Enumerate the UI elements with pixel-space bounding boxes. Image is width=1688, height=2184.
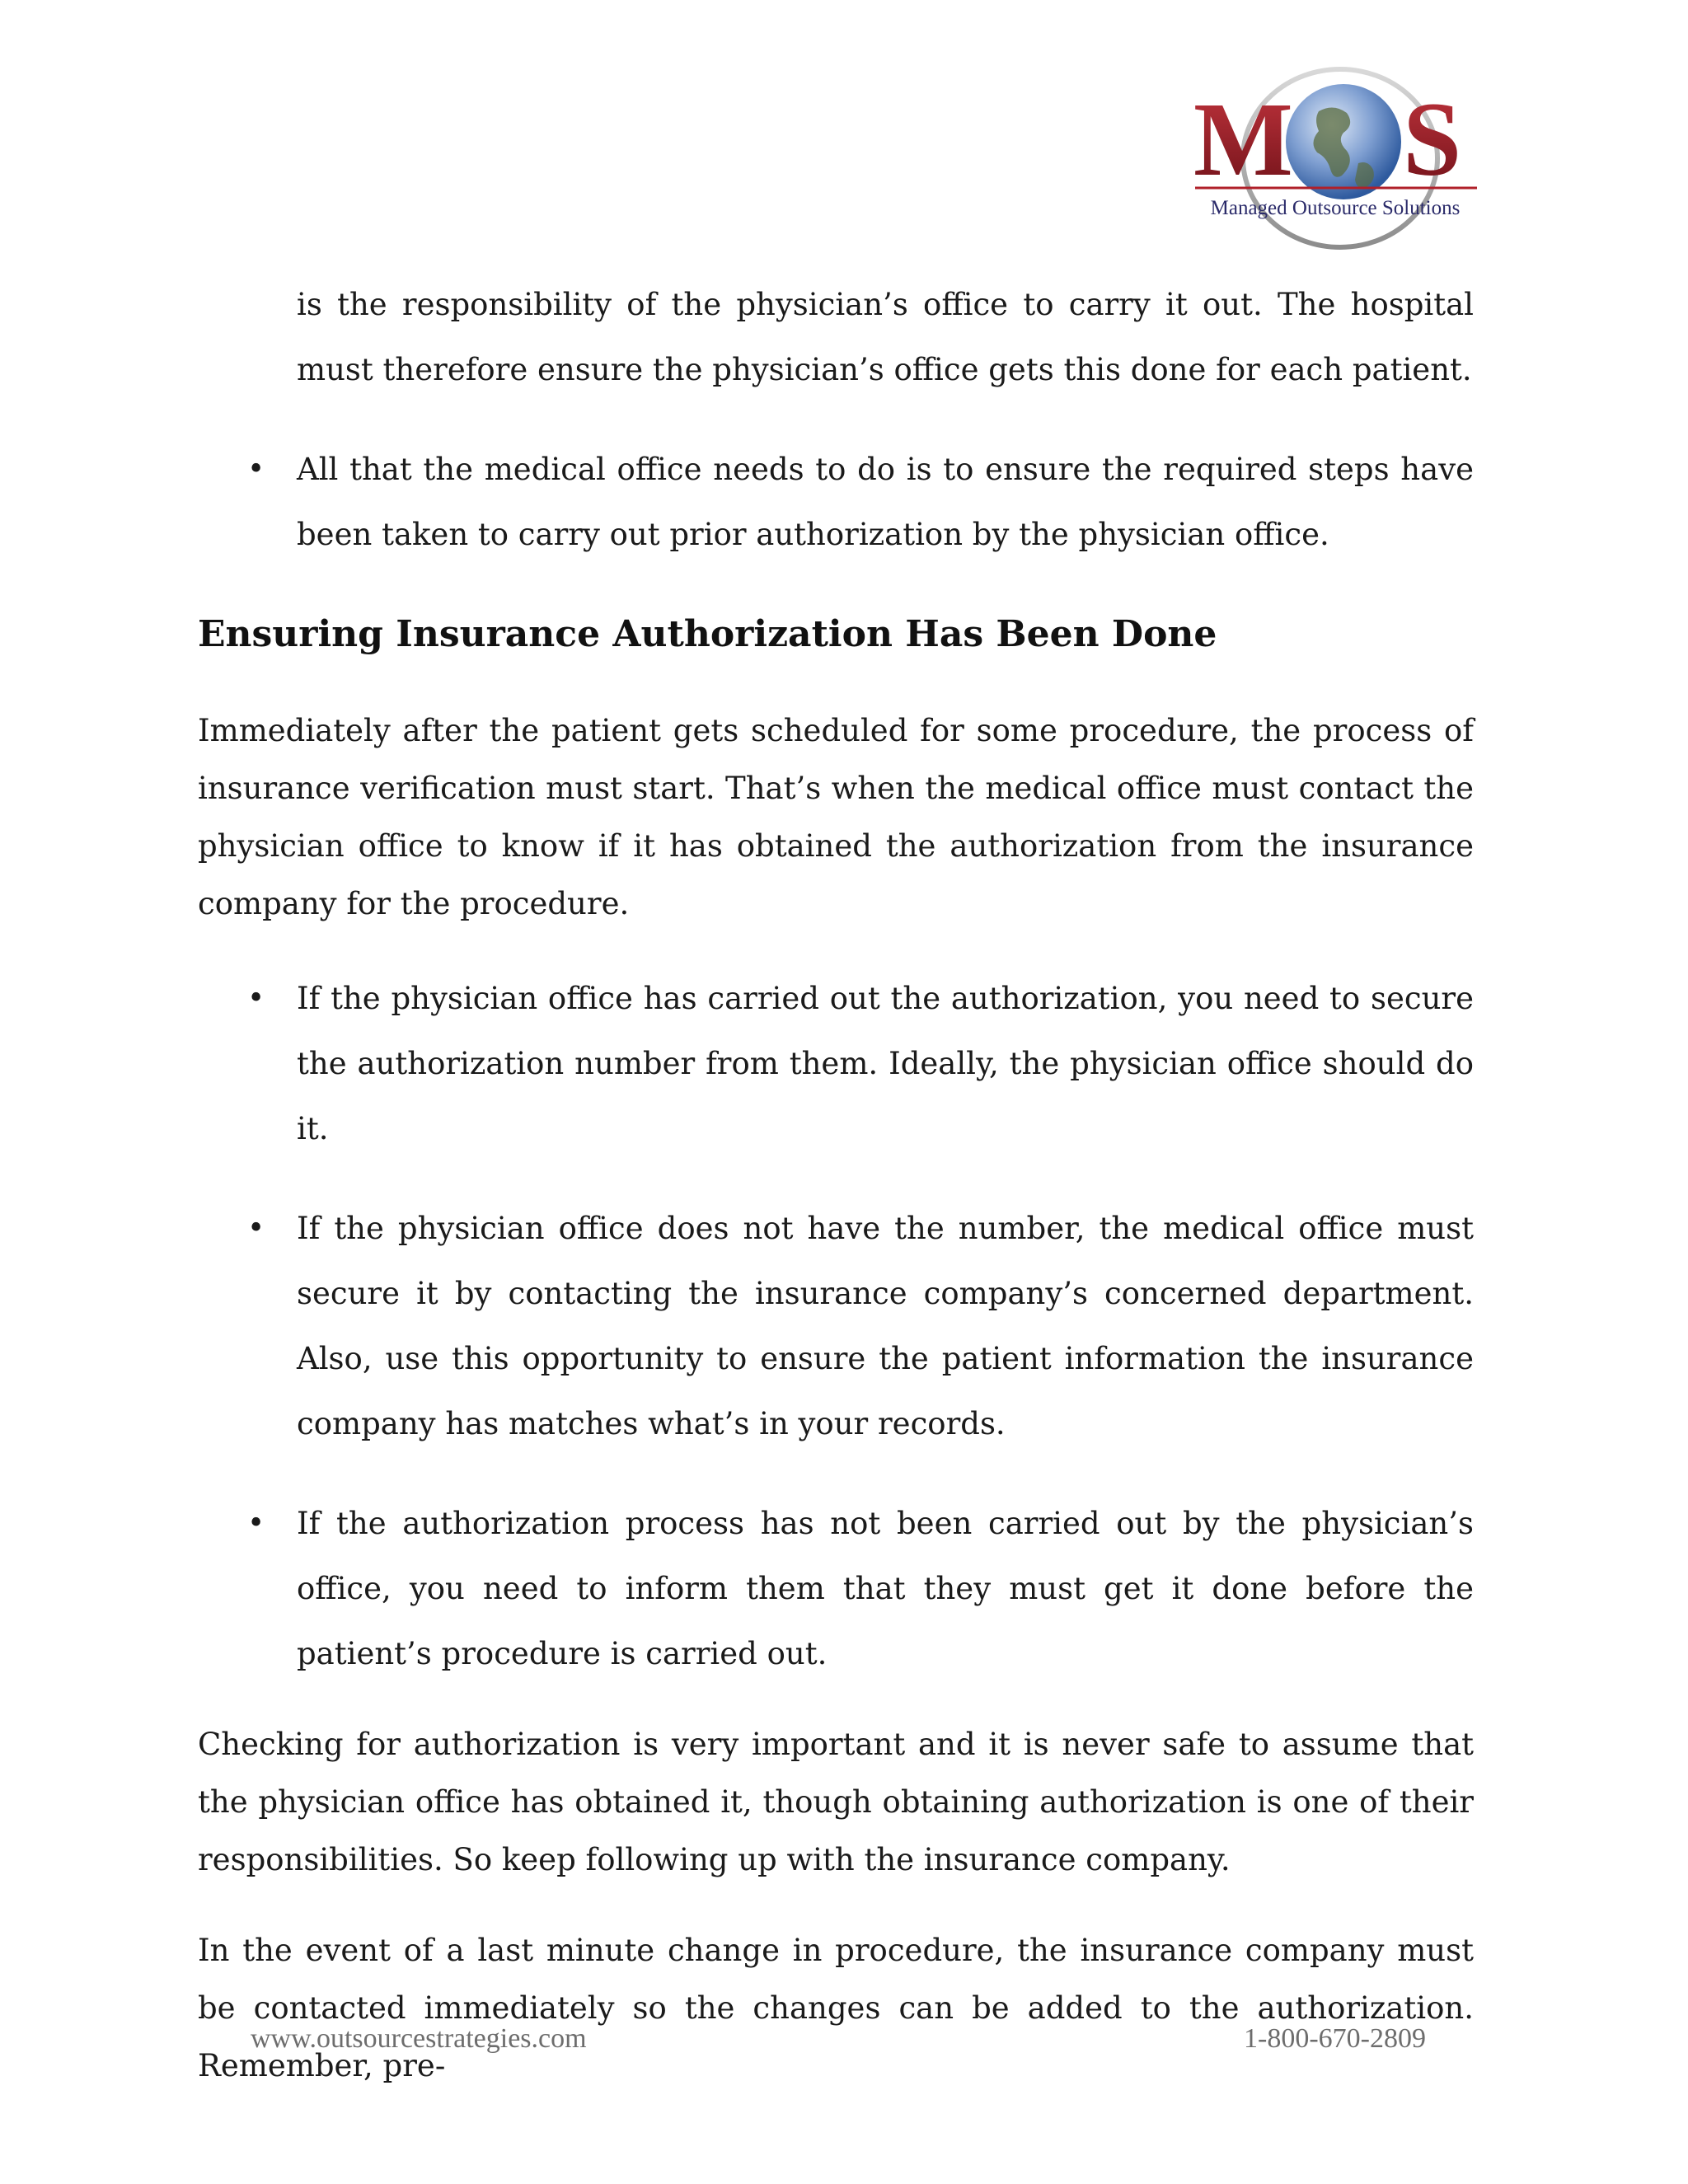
mos-logo-graphic	[1187, 66, 1500, 255]
footer-website-link[interactable]: www.outsourcestrategies.com	[251, 2023, 587, 2054]
list-item-text: If the physician office has carried out the authorization, you need to secure the authorization number from them. Ideally, the physician office should do it.	[297, 981, 1474, 1146]
list-item-text: All that the medical office needs to do is to ensure the required steps have been taken to carry out prior authorization by the physician office.	[297, 452, 1474, 552]
bullet-list-section	[198, 966, 1474, 1686]
body-paragraph: In the event of a last minute change in procedure, the insurance company must be contacted immediately so the changes can be added to the authorization. Remember, pre-	[198, 1933, 1474, 2083]
bullet-list-top	[198, 437, 1474, 567]
body-paragraph: Checking for authorization is very important and it is never safe to assume that the physician office has obtained it, though obtaining authorization is one of their responsibilities. So keep following up with the insurance company.	[198, 1727, 1474, 1877]
footer-phone: 1-800-670-2809	[1244, 2023, 1426, 2054]
list-item	[198, 1196, 1474, 1456]
page-footer	[0, 2023, 1688, 2064]
logo-tagline: Managed Outsource Solutions	[1210, 197, 1461, 219]
list-item-text: If the physician office does not have the number, the medical office must secure it by contacting the insurance company’s concerned department. Also, use this opportunity to ensure the patient information the insurance company has matches what’s in your records.	[297, 1211, 1474, 1441]
bullet-marker: •	[247, 982, 265, 1015]
list-item	[198, 966, 1474, 1161]
bullet-marker: •	[247, 452, 265, 486]
document-body	[198, 272, 1474, 2095]
bullet-marker: •	[247, 1507, 265, 1540]
list-item-text: If the authorization process has not been carried out by the physician’s office, you need to inform them that they must get it done before the patient’s procedure is carried out.	[297, 1506, 1474, 1671]
logo-letter-m: M	[1193, 81, 1293, 198]
continued-bullet-text: is the responsibility of the physician’s office to carry it out. The hospital must therefore ensure the physician’s office gets this done for each patient.	[297, 287, 1474, 387]
list-item	[198, 1491, 1474, 1686]
section-heading: Ensuring Insurance Authorization Has Been Done	[198, 613, 1217, 655]
company-logo	[1187, 66, 1500, 255]
logo-letter-s: S	[1403, 81, 1462, 198]
globe-icon	[1286, 84, 1401, 199]
intro-paragraph: Immediately after the patient gets scheduled for some procedure, the process of insurance verification must start. That’s when the medical office must contact the physician office to know if it has obtained the authorization from the insurance company for the procedure.	[198, 713, 1474, 921]
bullet-marker: •	[247, 1212, 265, 1245]
list-item	[198, 437, 1474, 567]
